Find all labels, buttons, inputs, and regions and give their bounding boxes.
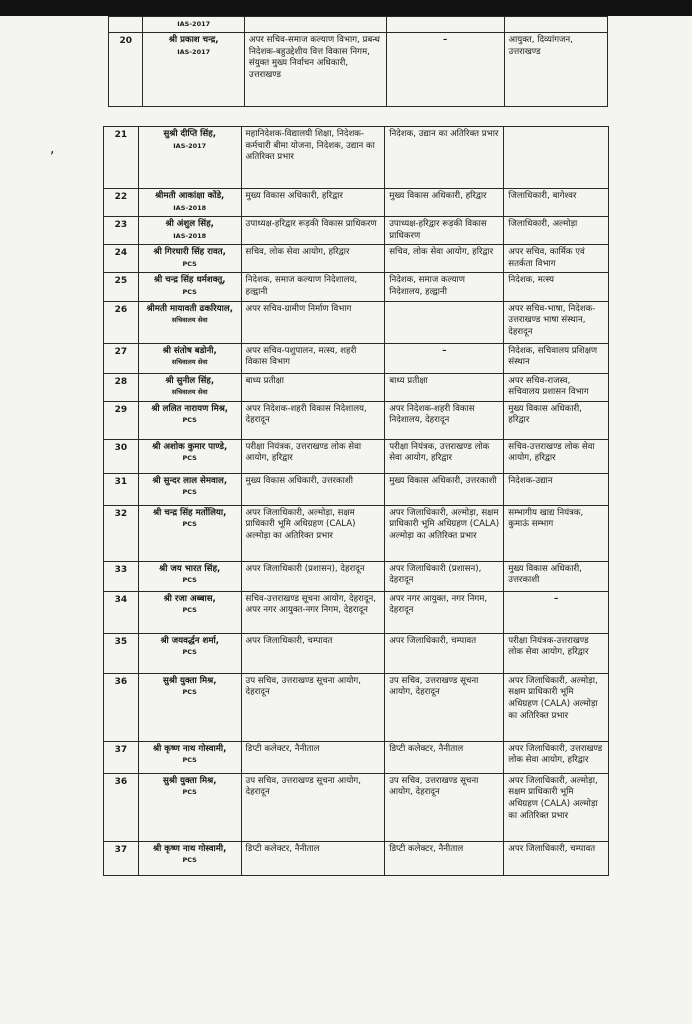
current-post-cell: अपर जिलाधिकारी, अल्मोड़ा, सक्षम प्राधिकारी भूमि अधिग्रहण (CALA) अल्मोड़ा का अतिरिक्त प्रभार [241, 505, 385, 561]
new-post-cell: अपर सचिव, कार्मिक एवं सतर्कता विभाग [504, 245, 609, 273]
serial-cell: 22 [104, 189, 139, 217]
officer-service: PCS [182, 606, 197, 615]
officer-name-cell [143, 33, 244, 107]
additional-charge-cell: निदेशक, उद्यान का अतिरिक्त प्रभार [385, 127, 504, 189]
serial-cell: 36 [104, 673, 139, 741]
additional-charge-cell: अपर जिलाधिकारी, अल्मोड़ा, सक्षम प्राधिकारी भूमि अधिग्रहण (CALA) अल्मोड़ा का अतिरिक्त प्रभार [385, 505, 504, 561]
officer-name: श्री चन्द्र सिंह धर्मशक्तू, [153, 275, 226, 286]
officer-name-cell [138, 401, 241, 439]
officer-service: PCS [182, 856, 197, 865]
table-row [104, 591, 609, 633]
officer-name-cell [138, 301, 241, 343]
additional-charge-cell: मुख्य विकास अधिकारी, उत्तरकाशी [385, 473, 504, 505]
officer-name: श्री सुन्दर लाल सेमवाल, [152, 475, 228, 486]
table-row [104, 245, 609, 273]
officer-service: PCS [182, 648, 197, 657]
serial-cell: 31 [104, 473, 139, 505]
officer-name: सुश्री युक्ता मिश्र, [162, 675, 217, 686]
table-row [104, 189, 609, 217]
officer-name-cell [138, 127, 241, 189]
new-post-cell: निदेशक-उद्यान [504, 473, 609, 505]
officer-name-cell [138, 245, 241, 273]
additional-charge-cell: – [385, 343, 504, 373]
officer-name-cell [138, 561, 241, 591]
current-post-cell: सचिव-उत्तराखण्ड सूचना आयोग, देहरादून, अपर नगर आयुक्त-नगर निगम, देहरादून [241, 591, 385, 633]
additional-charge-cell: उप सचिव, उत्तराखण्ड सूचना आयोग, देहरादून [385, 773, 504, 841]
officer-service: PCS [182, 576, 197, 585]
officer-name: श्री संतोष बडोनी, [162, 345, 217, 356]
table-row [104, 673, 609, 741]
table-row [104, 773, 609, 841]
officer-name-cell [138, 373, 241, 401]
new-post-cell: आयुक्त, दिव्यांगजन, उत्तराखण्ड [504, 33, 607, 107]
new-post-cell: निदेशक, सचिवालय प्रशिक्षण संस्थान [504, 343, 609, 373]
new-post-cell: अपर जिलाधिकारी, अल्मोड़ा, सक्षम प्राधिकारी भूमि अधिग्रहण (CALA) अल्मोड़ा का अतिरिक्त प्रभार [504, 773, 609, 841]
officer-service: PCS [182, 788, 197, 797]
table-row [104, 633, 609, 673]
table-row [104, 301, 609, 343]
table-row [104, 127, 609, 189]
officer-service: PCS [182, 454, 197, 463]
officer-name: श्री अशोक कुमार पाण्डे, [152, 441, 228, 452]
current-post-cell: डिप्टी कलेक्टर, नैनीताल [241, 741, 385, 773]
additional-charge-cell: अपर जिलाधिकारी (प्रशासन), देहरादून [385, 561, 504, 591]
officer-service: सचिवालय सेवा [171, 388, 208, 397]
current-post-cell: निदेशक, समाज कल्याण निदेशालय, हल्द्वानी [241, 273, 385, 301]
officer-name-cell [143, 17, 244, 33]
serial-cell: 28 [104, 373, 139, 401]
new-post-cell: सम्भागीय खाद्य नियंत्रक, कुमाऊं सम्भाग [504, 505, 609, 561]
table-row [104, 505, 609, 561]
new-post-cell: अपर जिलाधिकारी, अल्मोड़ा, सक्षम प्राधिकारी भूमि अधिग्रहण (CALA) अल्मोड़ा का अतिरिक्त प्रभार [504, 673, 609, 741]
table-row [104, 273, 609, 301]
officer-name: श्री कृष्ण नाथ गोस्वामी, [153, 743, 227, 754]
serial-cell: 35 [104, 633, 139, 673]
officer-service: IAS-2018 [173, 203, 207, 212]
serial-cell: 30 [104, 439, 139, 473]
officer-name: श्रीमती मायावती ढकरियाल, [146, 303, 233, 314]
officer-name-cell [138, 633, 241, 673]
serial-cell: 27 [104, 343, 139, 373]
officer-service: IAS-2017 [177, 47, 211, 56]
table-row [104, 741, 609, 773]
officer-service: PCS [182, 287, 197, 296]
officer-service: IAS-2017 [177, 20, 211, 28]
officer-service: PCS [182, 756, 197, 765]
table-row [104, 439, 609, 473]
current-post-cell: मुख्य विकास अधिकारी, हरिद्वार [241, 189, 385, 217]
serial-cell: 24 [104, 245, 139, 273]
new-post-cell: – [504, 591, 609, 633]
new-post-cell: मुख्य विकास अधिकारी, उत्तरकाशी [504, 561, 609, 591]
additional-charge-cell: मुख्य विकास अधिकारी, हरिद्वार [385, 189, 504, 217]
serial-cell: 34 [104, 591, 139, 633]
officer-service: PCS [182, 488, 197, 497]
officer-name: श्री जय भारत सिंह, [159, 563, 221, 574]
new-post-cell: परीक्षा नियंत्रक-उत्तराखण्ड लोक सेवा आयोग, हरिद्वार [504, 633, 609, 673]
new-post-cell: अपर जिलाधिकारी, चम्पावत [504, 841, 609, 875]
officer-service: PCS [182, 688, 197, 697]
additional-charge-cell: डिप्टी कलेक्टर, नैनीताल [385, 841, 504, 875]
officer-name-cell [138, 473, 241, 505]
officer-name: श्री रजा अब्बास, [163, 593, 216, 604]
table-row [104, 473, 609, 505]
serial-cell: 37 [104, 741, 139, 773]
margin-mark: , [50, 141, 55, 157]
current-post-cell: उपाध्यक्ष-हरिद्वार रूड़की विकास प्राधिकरण [241, 217, 385, 245]
additional-charge-cell: अपर जिलाधिकारी, चम्पावत [385, 633, 504, 673]
current-post-cell: अपर निदेशक-शहरी विकास निदेशालय, देहरादून [241, 401, 385, 439]
serial-cell: 23 [104, 217, 139, 245]
serial-cell: 32 [104, 505, 139, 561]
officer-service: PCS [182, 520, 197, 529]
current-post-cell: परीक्षा नियंत्रक, उत्तराखण्ड लोक सेवा आयोग, हरिद्वार [241, 439, 385, 473]
officer-service: IAS-2018 [173, 231, 207, 240]
serial-cell: 25 [104, 273, 139, 301]
new-post-cell: अपर जिलाधिकारी, उत्तराखण्ड लोक सेवा आयोग, हरिद्वार [504, 741, 609, 773]
officer-name: श्री चन्द्र सिंह मर्तोलिया, [153, 507, 227, 518]
current-post-cell: अपर सचिव-पशुपालन, मत्स्य, शहरी विकास विभाग [241, 343, 385, 373]
current-post-cell: महानिदेशक-विद्यालयी शिक्षा, निदेशक-कर्मचारी बीमा योजना, निदेशक, उद्यान का अतिरिक्त प्रभार [241, 127, 385, 189]
new-post-cell: सचिव-उत्तराखण्ड लोक सेवा आयोग, हरिद्वार [504, 439, 609, 473]
table-row [104, 841, 609, 875]
additional-charge-cell: उपाध्यक्ष-हरिद्वार रूड़की विकास प्राधिकरण [385, 217, 504, 245]
officer-name: सुश्री दीप्ति सिंह, [163, 129, 216, 139]
table-row [104, 217, 609, 245]
new-post-cell: अपर सचिव-राजस्व, सचिवालय प्रशासन विभाग [504, 373, 609, 401]
transfer-table-main [103, 126, 609, 876]
officer-name: श्री प्रकाश चन्द्र, [168, 35, 219, 45]
current-post-cell: अपर सचिव-ग्रामीण निर्माण विभाग [241, 301, 385, 343]
officer-service: PCS [182, 259, 197, 268]
officer-name: श्री कृष्ण नाथ गोस्वामी, [153, 843, 227, 854]
current-post-cell: अपर जिलाधिकारी, चम्पावत [241, 633, 385, 673]
officer-name-cell [138, 189, 241, 217]
document-page [0, 16, 692, 1024]
window-top-bar [0, 0, 692, 16]
officer-name-cell [138, 773, 241, 841]
table-row [104, 343, 609, 373]
officer-name-cell [138, 741, 241, 773]
officer-name: श्री अंशुल सिंह, [165, 219, 214, 229]
additional-charge-cell: अपर नगर आयुक्त, नगर निगम, देहरादून [385, 591, 504, 633]
officer-name: श्री सुनील सिंह, [165, 375, 215, 386]
current-post-cell: अपर सचिव-समाज कल्याण विभाग, प्रबन्ध निदेशक-बहुउद्देशीय वित्त विकास निगम, संयुक्त मुख्य निर्वाचन अधिकारी, उत्तराखण्ड [244, 33, 386, 107]
additional-charge-cell: – [386, 33, 504, 107]
officer-name-cell [138, 217, 241, 245]
additional-charge-cell: अपर निदेशक-शहरी विकास निदेशालय, देहरादून [385, 401, 504, 439]
serial-cell: 29 [104, 401, 139, 439]
officer-name-cell [138, 273, 241, 301]
officer-name: श्रीमती आकांक्षा कोंडे, [155, 191, 225, 201]
new-post-cell: जिलाधिकारी, अल्मोड़ा [504, 217, 609, 245]
officer-name: श्री गिरधारी सिंह रावत, [153, 247, 226, 258]
additional-charge-cell: बाध्य प्रतीक्षा [385, 373, 504, 401]
officer-name-cell [138, 439, 241, 473]
serial-cell: 33 [104, 561, 139, 591]
serial-cell: 20 [109, 33, 143, 107]
additional-charge-cell [386, 17, 504, 33]
table-row [109, 33, 608, 107]
additional-charge-cell: उप सचिव, उत्तराखण्ड सूचना आयोग, देहरादून [385, 673, 504, 741]
officer-name: सुश्री युक्ता मिश्र, [162, 775, 217, 786]
table-row [104, 401, 609, 439]
additional-charge-cell: सचिव, लोक सेवा आयोग, हरिद्वार [385, 245, 504, 273]
officer-name: श्री जयवर्द्धन शर्मा, [160, 635, 219, 646]
current-post-cell: बाध्य प्रतीक्षा [241, 373, 385, 401]
serial-cell: 21 [104, 127, 139, 189]
officer-service: सचिवालय सेवा [171, 316, 208, 325]
serial-cell: 36 [104, 773, 139, 841]
additional-charge-cell: डिप्टी कलेक्टर, नैनीताल [385, 741, 504, 773]
new-post-cell: निदेशक, मत्स्य [504, 273, 609, 301]
officer-service: IAS-2017 [173, 141, 207, 150]
current-post-cell: उप सचिव, उत्तराखण्ड सूचना आयोग, देहरादून [241, 673, 385, 741]
transfer-table-top [108, 16, 608, 107]
serial-cell [109, 17, 143, 33]
current-post-cell: मुख्य विकास अधिकारी, उत्तरकाशी [241, 473, 385, 505]
table-row [104, 373, 609, 401]
new-post-cell [504, 127, 609, 189]
additional-charge-cell: परीक्षा नियंत्रक, उत्तराखण्ड लोक सेवा आयोग, हरिद्वार [385, 439, 504, 473]
officer-name: श्री ललित नारायण मिश्र, [151, 403, 229, 414]
table-row [104, 561, 609, 591]
additional-charge-cell [385, 301, 504, 343]
table-row [109, 17, 608, 33]
officer-name-cell [138, 673, 241, 741]
officer-service: PCS [182, 416, 197, 425]
current-post-cell: सचिव, लोक सेवा आयोग, हरिद्वार [241, 245, 385, 273]
new-post-cell [504, 17, 607, 33]
serial-cell: 26 [104, 301, 139, 343]
current-post-cell: अपर जिलाधिकारी (प्रशासन), देहरादून [241, 561, 385, 591]
table-body [104, 127, 609, 876]
serial-cell: 37 [104, 841, 139, 875]
officer-name-cell [138, 343, 241, 373]
officer-name-cell [138, 505, 241, 561]
new-post-cell: अपर सचिव-भाषा, निदेशक-उत्तराखण्ड भाषा संस्थान, देहरादून [504, 301, 609, 343]
officer-service: सचिवालय सेवा [171, 358, 208, 367]
current-post-cell: डिप्टी कलेक्टर, नैनीताल [241, 841, 385, 875]
officer-name-cell [138, 841, 241, 875]
current-post-cell [244, 17, 386, 33]
additional-charge-cell: निदेशक, समाज कल्याण निदेशालय, हल्द्वानी [385, 273, 504, 301]
officer-name-cell [138, 591, 241, 633]
new-post-cell: मुख्य विकास अधिकारी, हरिद्वार [504, 401, 609, 439]
current-post-cell: उप सचिव, उत्तराखण्ड सूचना आयोग, देहरादून [241, 773, 385, 841]
new-post-cell: जिलाधिकारी, बागेश्वर [504, 189, 609, 217]
